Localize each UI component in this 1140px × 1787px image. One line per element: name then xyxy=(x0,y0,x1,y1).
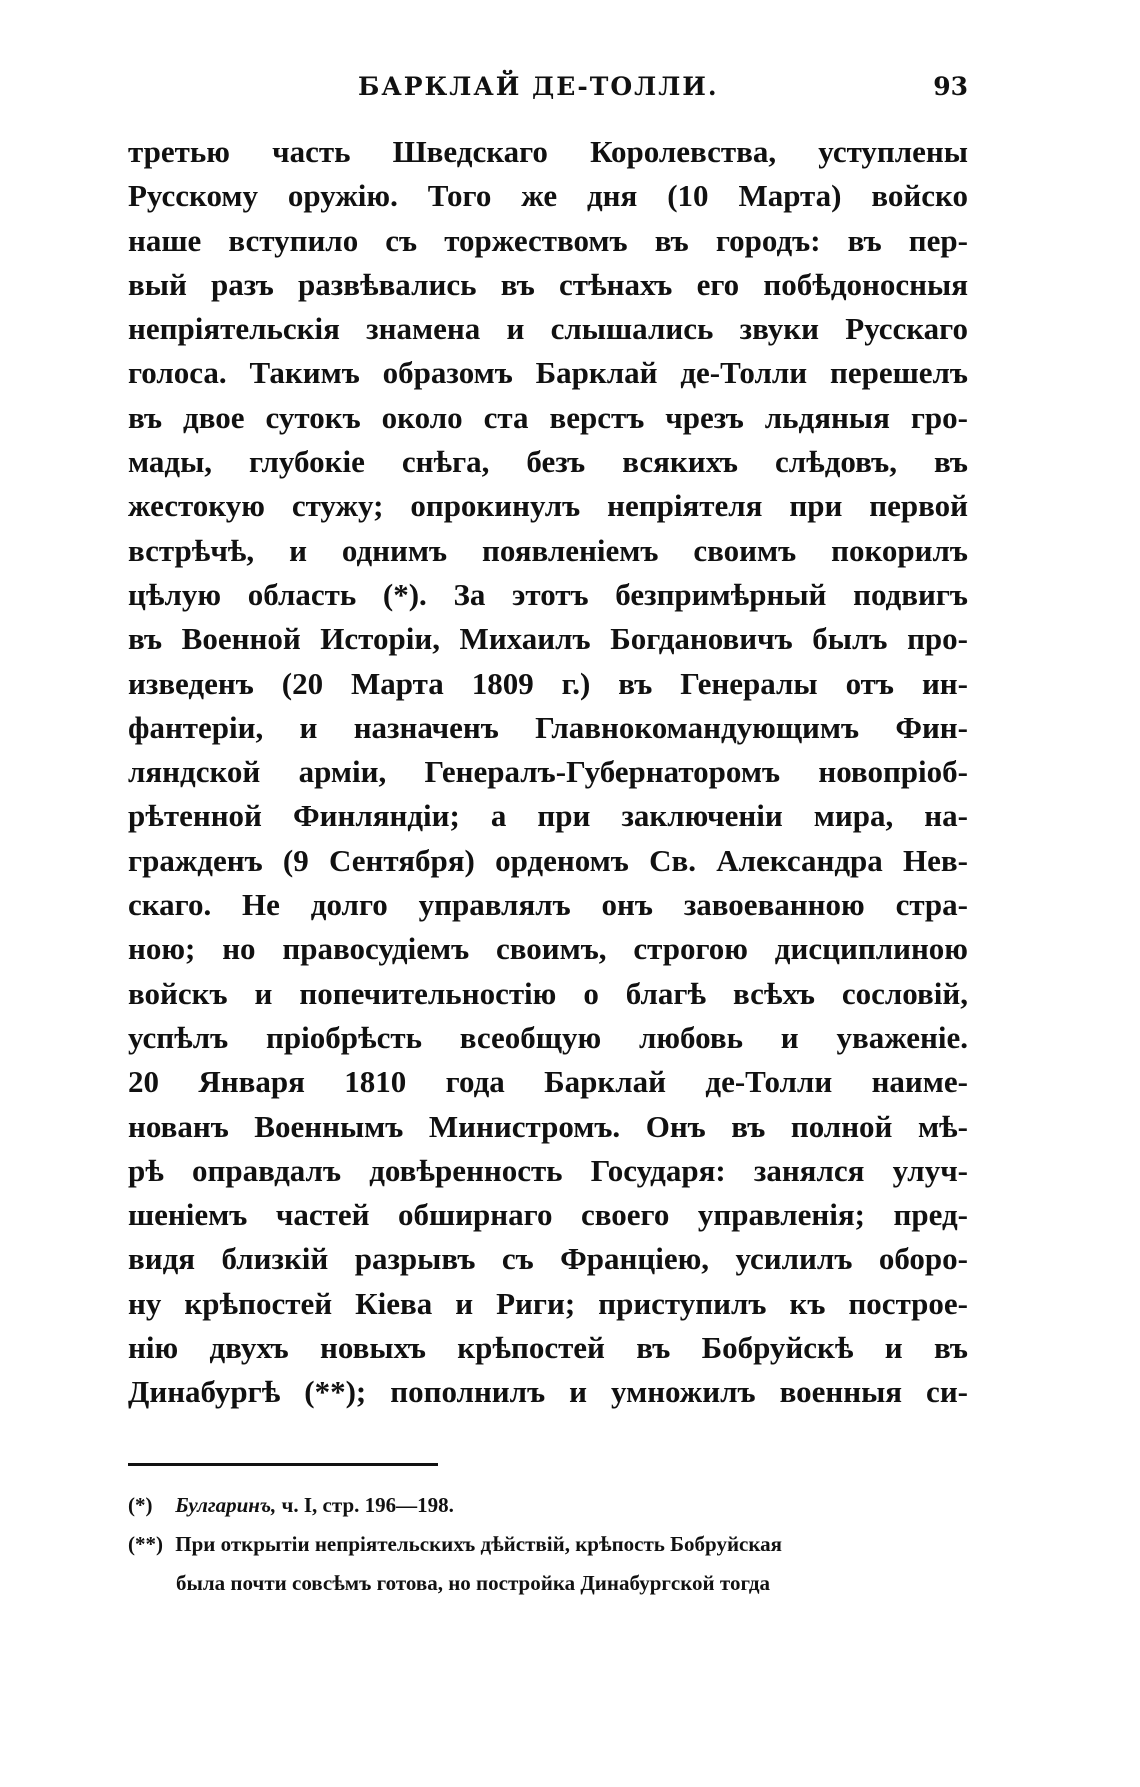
footnote-divider xyxy=(128,1463,438,1466)
footnote-marker: (**) xyxy=(128,1532,163,1556)
text-line: рѣтенной Финляндіи; а при заключеніи мира, на- xyxy=(128,798,968,834)
footnote-text: При открытіи непріятельскихъ дѣйствій, крѣпость Бобруйская xyxy=(175,1532,783,1556)
running-header xyxy=(128,72,968,112)
text-line: успѣлъ пріобрѣсть всеобщую любовь и уваженіе. xyxy=(128,1019,968,1055)
text-line: ною; но правосудіемъ своимъ, строгою дисциплиною xyxy=(128,931,968,967)
text-line: въ двое сутокъ около ста верстъ чрезъ льдяныя гро- xyxy=(128,399,968,435)
text-line: нованъ Военнымъ Министромъ. Онъ въ полной мѣ- xyxy=(128,1108,968,1144)
text-line: ну крѣпостей Кіева и Риги; приступилъ къ построе- xyxy=(128,1285,968,1321)
text-line: гражденъ (9 Сентября) орденомъ Св. Александра Нев- xyxy=(128,842,968,878)
text-line: изведенъ (20 Марта 1809 г.) въ Генералы отъ ин- xyxy=(128,665,968,701)
footnotes xyxy=(128,1486,968,1603)
text-line: видя близкій разрывъ съ Франціею, усилилъ оборо- xyxy=(128,1241,968,1277)
footnote-2-line-2: была почти совсѣмъ готова, но постройка Динабургской тогда xyxy=(176,1571,771,1595)
text-line: третью часть Шведскаго Королевства, уступлены xyxy=(128,134,968,169)
text-line: войскъ и попечительностію о благѣ всѣхъ сословій, xyxy=(128,975,968,1011)
text-line: скаго. Не долго управлялъ онъ завоеванною стра- xyxy=(128,887,968,923)
text-line: въ Военной Исторіи, Михаилъ Богдановичъ былъ про- xyxy=(128,621,968,657)
text-line: наше вступило съ торжествомъ въ городъ: въ пер- xyxy=(128,222,968,258)
text-line: нію двухъ новыхъ крѣпостей въ Бобруйскѣ и въ xyxy=(128,1330,968,1366)
footnote-marker: (*) xyxy=(128,1493,153,1517)
page-number: 93 xyxy=(933,72,968,101)
text-line: ляндской арміи, Генералъ-Губернаторомъ новопріоб- xyxy=(128,754,968,790)
text-line: мады, глубокіе снѣга, безъ всякихъ слѣдовъ, въ xyxy=(128,444,968,480)
running-title: БАРКЛАЙ ДЕ-ТОЛЛИ. xyxy=(358,72,719,101)
text-line: Русскому оружію. Того же дня (10 Марта) войско xyxy=(128,178,968,214)
footnote-text: ч. I, стр. 196—198. xyxy=(281,1493,454,1517)
text-line: жестокую стужу; опрокинулъ непріятеля при первой xyxy=(128,488,968,524)
text-line: встрѣчѣ, и однимъ появленіемъ своимъ покорилъ xyxy=(128,532,968,568)
text-line: вый разъ развѣвались въ стѣнахъ его побѣдоносныя xyxy=(128,266,968,302)
footnote-2-line-1 xyxy=(128,1525,968,1564)
footnote-author: Булгаринъ, xyxy=(175,1493,277,1517)
text-line: фантеріи, и назначенъ Главнокомандующимъ Фин- xyxy=(128,709,968,745)
text-line: цѣлую область (*). За этотъ безпримѣрный подвигъ xyxy=(128,576,968,612)
text-line: рѣ оправдалъ довѣренность Государя: занялся улуч- xyxy=(128,1152,968,1188)
text-line: голоса. Такимъ образомъ Барклай де-Толли перешелъ xyxy=(128,355,968,391)
text-line: 20 Января 1810 года Барклай де-Толли наиме- xyxy=(128,1064,968,1100)
text-line: Динабургѣ (**); пополнилъ и умножилъ военныя си- xyxy=(128,1374,968,1410)
text-line: непріятельскія знамена и слышались звуки Русскаго xyxy=(128,311,968,347)
footnote-1 xyxy=(128,1486,968,1525)
text-line: шеніемъ частей обширнаго своего управленія; пред- xyxy=(128,1197,968,1233)
main-text xyxy=(128,130,968,1415)
